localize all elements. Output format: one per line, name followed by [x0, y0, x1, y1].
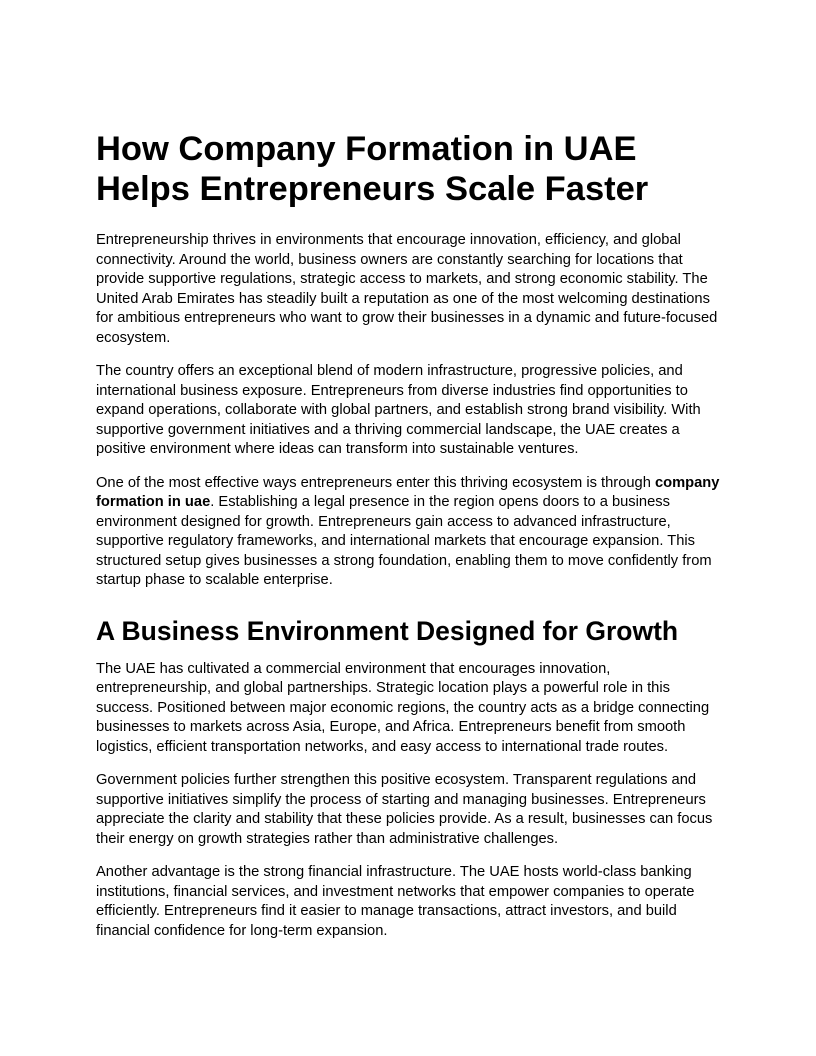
intro-paragraph-2: The country offers an exceptional blend of modern infrastructure, progressive policies, and international business exposure. Entrepreneurs from diverse industries find opportunities to expand operations, collaborate with global partners, and establish strong brand visibility. With supportive government initiatives and a thriving commercial landscape, the UAE creates a positive environment where ideas can transform into sustainable ventures. [96, 363, 701, 457]
intro-paragraph-3-text-before: One of the most effective ways entrepreneurs enter this thriving ecosystem is through [96, 474, 655, 491]
section-growth-paragraph-1: The UAE has cultivated a commercial environment that encourages innovation, entrepreneurship, and global partnerships. Strategic location plays a powerful role in this success. Positioned between major economic regions, the country acts as a bridge connecting businesses to markets across Asia, Europe, and Africa. Entrepreneurs benefit from smooth logistics, efficient transportation networks, and easy access to international trade routes. [96, 660, 710, 755]
section-heading-business-environment: A Business Environment Designed for Growth [96, 615, 679, 646]
section-growth-paragraph-3: Another advantage is the strong financial infrastructure. The UAE hosts world-class banking institutions, financial services, and investment networks that empower companies to operate efficiently. Entrepreneurs find it easier to manage transactions, attract investors, and build financial confidence for long-term expansion. [96, 864, 695, 939]
intro-paragraph-3 [96, 474, 720, 591]
intro-paragraph-1: Entrepreneurship thrives in environments that encourage innovation, efficiency, and global connectivity. Around the world, business owners are constantly searching for locations that provide supportive regulations, strategic access to markets, and strong economic stability. The United Arab Emirates has steadily built a reputation as one of the most welcoming destinations for ambitious entrepreneurs who want to grow their businesses in a dynamic and future-focused ecosystem. [96, 232, 718, 346]
keyword-company-formation-in-uae: company formation in uae [96, 474, 720, 510]
intro-paragraph-3-text-after: . Establishing a legal presence in the region opens doors to a business environment designed for growth. Entrepreneurs gain access to advanced infrastructure, supportive regulatory frameworks, and international markets that encourage expansion. This structured setup gives businesses a strong foundation, enabling them to move confidently from startup phase to scalable enterprise. [96, 494, 712, 588]
document-title: How Company Formation in UAE Helps Entrepreneurs Scale Faster [96, 130, 649, 208]
section-growth-paragraph-2: Government policies further strengthen this positive ecosystem. Transparent regulations and supportive initiatives simplify the process of starting and managing businesses. Entrepreneurs appreciate the clarity and stability that these policies provide. As a result, businesses can focus their energy on growth strategies rather than administrative challenges. [96, 772, 713, 847]
